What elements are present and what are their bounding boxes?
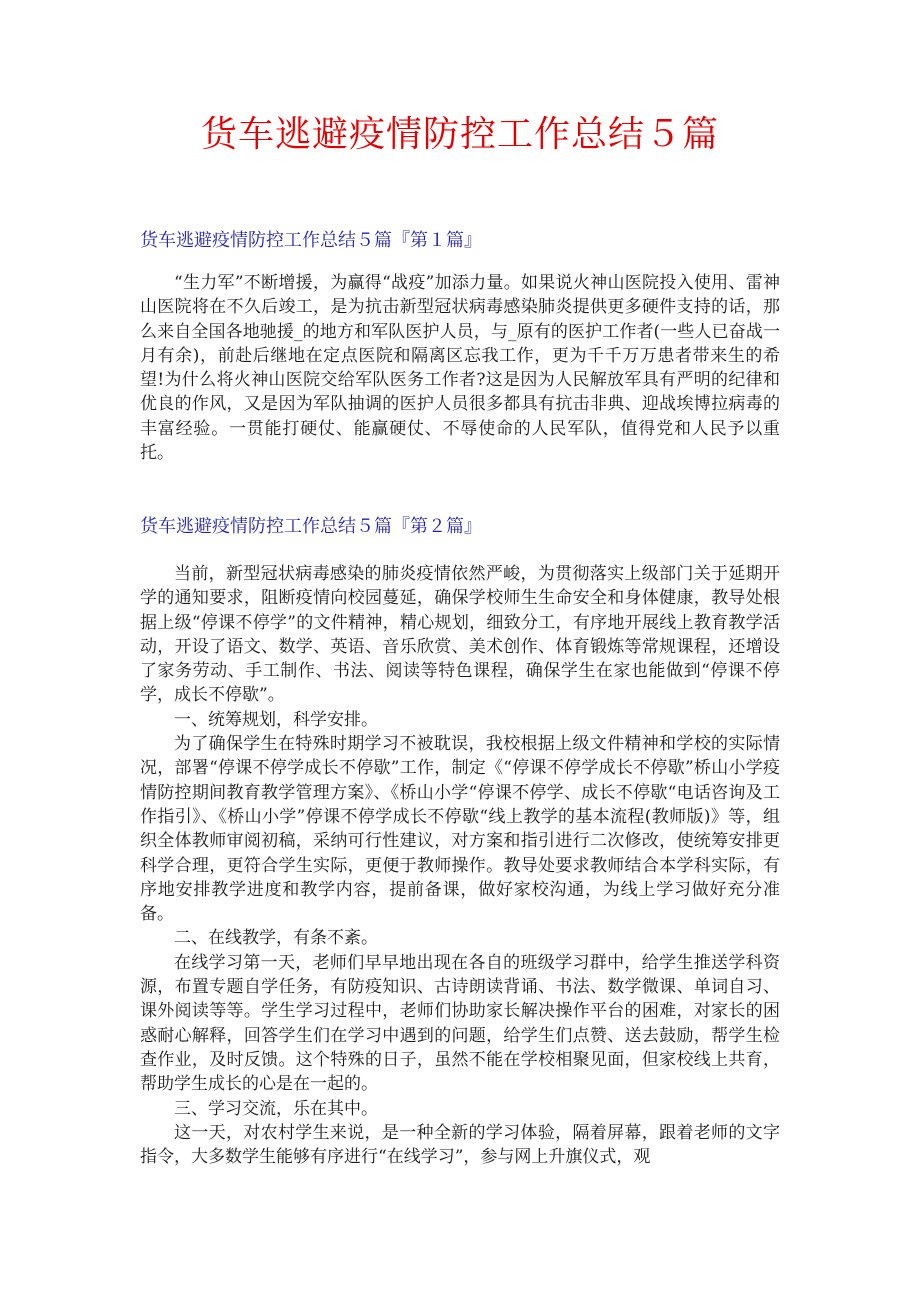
section-2-paragraph-2: 为了确保学生在特殊时期学习不被耽误，我校根据上级文件精神和学校的实际情况，部署“停课不停学成长不停歇”工作，制定《“停课不停学成长不停歇”桥山小学疫情防控期间教育教学管理方案》、《桥山小学“停课不停学、成长不停歇“电话咨询及工作指引》、《桥山小学”停课不停学成长不停歇“线上教学的基本流程(教师版)》等，组织全体教师审阅初稿，采纳可行性建议，对方案和指引进行二次修改，使统筹安排更科学合理，更符合学生实际，更便于教师操作。教导处要求教师结合本学科实际，有序地安排教学进度和教学内容，提前备课，做好家校沟通，为线上学习做好充分准备。 <box>140 734 780 925</box>
section-1-heading: 货车逃避疫情防控工作总结５篇『第１篇』 <box>140 230 482 251</box>
section-2-paragraph-1: 当前，新型冠状病毒感染的肺炎疫情依然严峻，为贯彻落实上级部门关于延期开学的通知要求，阻断疫情向校园蔓延，确保学校师生生命安全和身体健康，教导处根据上级“停课不停学”的文件精神，精心规划，细致分工，有序地开展线上教育教学活动，开设了语文、数学、英语、音乐欣赏、美术创作、体育锻炼等常规课程，还增设了家务劳动、手工制作、书法、阅读等特色课程，确保学生在家也能做到“停课不停学，成长不停歇”。 <box>140 564 780 706</box>
section-2-subheading-1: 一、统筹规划，科学安排。 <box>174 709 378 730</box>
section-2-body <box>140 562 780 1169</box>
section-1-paragraph-1: “生力军”不断增援，为赢得“战疫”加添力量。如果说火神山医院投入使用、雷神山医院将在不久后竣工，是为抗击新型冠状病毒感染肺炎提供更多硬件支持的话，那么来自全国各地驰援_的地方和军队医护人员，与_原有的医护工作者(一些人已奋战一月有余)，前赴后继地在定点医院和隔离区忘我工作，更为千千万万患者带来生的希望!为什么将火神山医院交给军队医务工作者?这是因为人民解放军具有严明的纪律和优良的作风，又是因为军队抽调的医护人员很多都具有抗击非典、迎战埃博拉病毒的丰富经验。一贯能打硬仗、能赢硬仗、不辱使命的人民军队，值得党和人民予以重托。 <box>140 273 780 464</box>
section-2-paragraph-3: 在线学习第一天，老师们早早地出现在各自的班级学习群中，给学生推送学科资源，布置专题自学任务，有防疫知识、古诗朗读背诵、书法、数学微课、单词自习、课外阅读等等。学生学习过程中，老师们协助家长解决操作平台的困难，对家长的困惑耐心解释，回答学生们在学习中遇到的问题，给学生们点赞、送去鼓励，帮学生检查作业，及时反馈。这个特殊的日子，虽然不能在学校相聚见面，但家校线上共育，帮助学生成长的心是在一起的。 <box>140 952 780 1095</box>
section-2-subheading-2: 二、在线教学，有条不紊。 <box>174 928 378 949</box>
section-2-heading: 货车逃避疫情防控工作总结５篇『第２篇』 <box>140 516 482 537</box>
section-2-subheading-3: 三、学习交流，乐在其中。 <box>174 1098 378 1119</box>
section-2-paragraph-4: 这一天，对农村学生来说，是一种全新的学习体验，隔着屏幕，跟着老师的文字指令，大多数学生能够有序进行“在线学习”，参与网上升旗仪式，观 <box>140 1122 780 1168</box>
section-1-body <box>140 271 780 465</box>
document-title: 货车逃避疫情防控工作总结５篇 <box>200 114 719 155</box>
